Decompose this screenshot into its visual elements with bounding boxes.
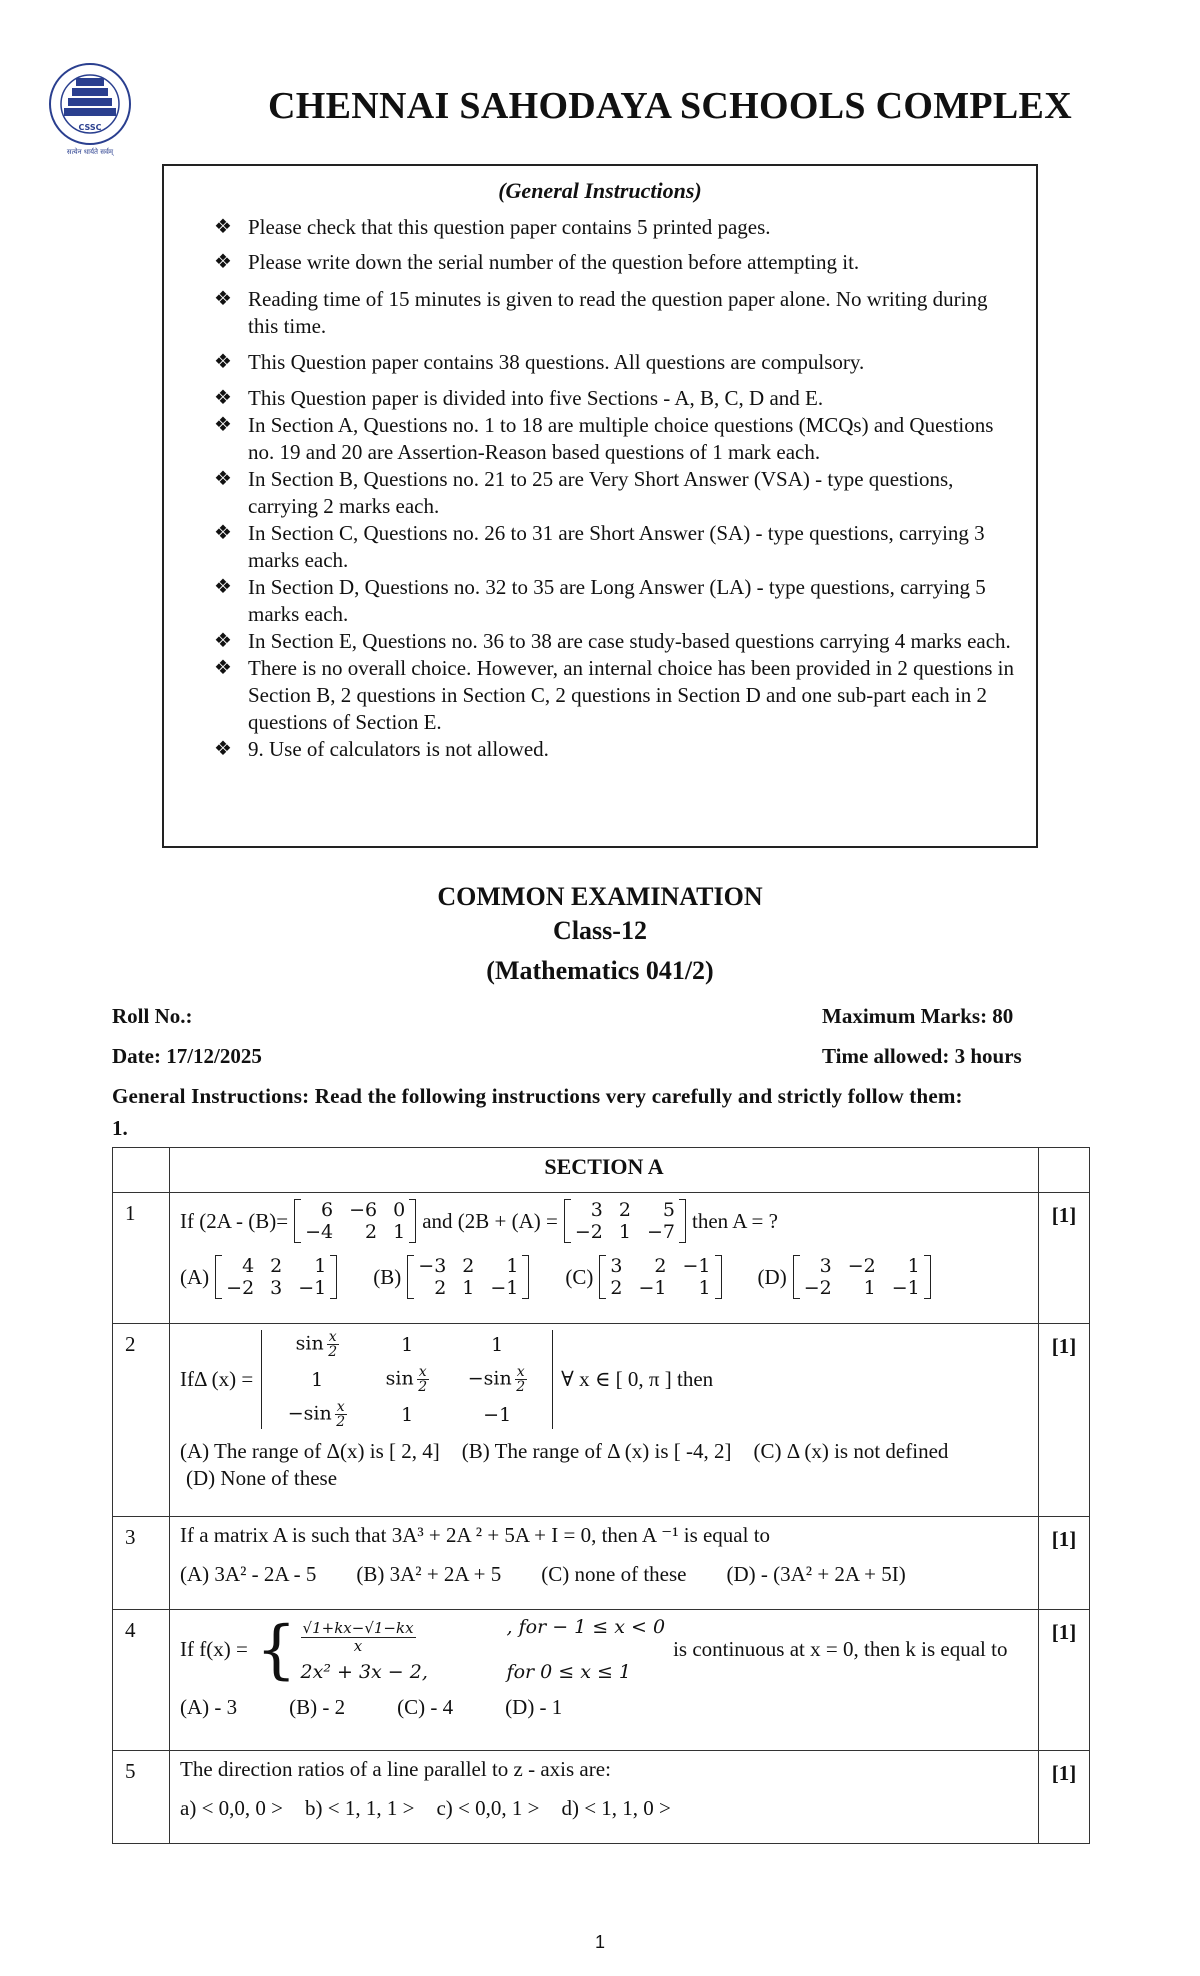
diamond-bullet-icon: ❖ — [214, 216, 232, 238]
diamond-bullet-icon: ❖ — [214, 251, 232, 273]
piecewise-function: { $\frac{√1+kx-√1-kx}{x}$ , for − 1 ≤ x < 0 2x² + 3x − 2, for 0 ≤ x ≤ 1 — [255, 1612, 666, 1687]
page-title: CHENNAI SAHODAYA SCHOOLS COMPLEX — [268, 85, 1072, 127]
question-text: and (2B + (A) = — [422, 1208, 558, 1233]
question-row — [113, 1610, 1090, 1751]
answer-option-a[interactable]: (A) - 3 — [180, 1695, 238, 1719]
question-marks: [1] — [1039, 1324, 1090, 1517]
question-body — [170, 1324, 1039, 1517]
question-text: If (2A - (B)= — [180, 1208, 289, 1233]
answer-options — [180, 1562, 1028, 1587]
question-statement — [180, 1199, 1028, 1243]
instruction-item: ❖ In Section B, Questions no. 21 to 25 are Very Short Answer (VSA) - type questions, carrying 2 marks each. — [214, 467, 954, 518]
instruction-item: ❖ In Section D, Questions no. 32 to 35 are Long Answer (LA) - type questions, carrying 5 marks each. — [214, 575, 986, 626]
question-text: then A = ? — [692, 1208, 778, 1233]
diamond-bullet-icon: ❖ — [214, 414, 232, 436]
exam-name: COMMON EXAMINATION — [437, 882, 763, 911]
maximum-marks: Maximum Marks: 80 — [822, 1004, 1014, 1028]
answer-option-c[interactable]: c) < 0,0, 1 > — [436, 1796, 540, 1820]
question-text: The direction ratios of a line parallel to z - axis are: — [180, 1757, 611, 1781]
question-marks: [1] — [1039, 1751, 1090, 1844]
exam-class: Class-12 — [553, 916, 647, 945]
exam-date: Date: 17/12/2025 — [112, 1044, 262, 1068]
question-body — [170, 1610, 1039, 1751]
question-number: 5 — [113, 1751, 170, 1844]
instruction-item: ❖ Please check that this question paper contains 5 printed pages. — [214, 215, 771, 239]
question-body — [170, 1751, 1039, 1844]
diamond-bullet-icon: ❖ — [214, 576, 232, 598]
diamond-bullet-icon: ❖ — [214, 288, 232, 310]
answer-options — [180, 1796, 1028, 1821]
question-row — [113, 1517, 1090, 1610]
question-body — [170, 1517, 1039, 1610]
left-brace: { — [255, 1612, 297, 1687]
question-text: ∀ x ∈ [ 0, π ] then — [561, 1367, 714, 1391]
question-number: 1 — [113, 1193, 170, 1324]
diamond-bullet-icon: ❖ — [214, 630, 232, 652]
question-row — [113, 1751, 1090, 1844]
instructions-title: (General Instructions) — [498, 178, 702, 203]
instruction-item: ❖ In Section C, Questions no. 26 to 31 are Short Answer (SA) - type questions, carrying 3 marks each. — [214, 521, 985, 572]
exam-subject: (Mathematics 041/2) — [486, 956, 714, 985]
answer-option-c[interactable]: (C) Δ (x) is not defined — [753, 1439, 949, 1463]
answer-option-a[interactable]: (A) 4 2 1 −2 3 −1 — [180, 1255, 343, 1299]
answer-option-c[interactable]: (C) - 4 — [397, 1695, 454, 1719]
exam-instructions: General Instructions: Read the following instructions very carefully and strictly follow them: — [112, 1084, 963, 1108]
empty-cell — [1039, 1148, 1090, 1193]
diamond-bullet-icon: ❖ — [214, 351, 232, 373]
answer-option-b[interactable]: b) < 1, 1, 1 > — [305, 1796, 415, 1820]
diamond-bullet-icon: ❖ — [214, 468, 232, 490]
school-logo — [40, 58, 140, 158]
answer-option-d[interactable]: (D) 3 −2 1 −2 1 −1 — [758, 1255, 937, 1299]
answer-options — [180, 1695, 1028, 1720]
answer-option-d[interactable]: (D) None of these — [186, 1466, 338, 1490]
question-text: If a matrix A is such that 3A³ + 2A ² + 5A + I = 0, then A ⁻¹ is equal to — [180, 1523, 771, 1547]
general-instructions-box — [162, 164, 1038, 848]
instruction-item: ❖ Reading time of 15 minutes is given to read the question paper alone. No writing during this time. — [214, 287, 988, 338]
matrix: 3 2 5 −2 1 −7 — [564, 1199, 686, 1243]
instruction-item: ❖ This Question paper contains 38 questions. All questions are compulsory. — [214, 350, 865, 374]
question-text: is continuous at x = 0, then k is equal to — [673, 1637, 1008, 1661]
determinant: sin $\frac{x}{2}$ 1 1 1 sin $\frac{x}{2}$ −sin $\frac{x}{2}$ −sin $\frac{x}{2}$ 1 −1 — [261, 1330, 553, 1429]
question-row — [113, 1324, 1090, 1517]
exam-header — [0, 880, 1200, 988]
question-marks: [1] — [1039, 1517, 1090, 1610]
diamond-bullet-icon: ❖ — [214, 657, 232, 679]
instruction-item: ❖ Please write down the serial number of the question before attempting it. — [214, 250, 860, 274]
answer-option-d[interactable]: d) < 1, 1, 0 > — [561, 1796, 671, 1820]
diamond-bullet-icon: ❖ — [214, 738, 232, 760]
matrix: 6 −6 0 −4 2 1 — [294, 1199, 416, 1243]
question-number: 4 — [113, 1610, 170, 1751]
answer-option-a[interactable]: (A) The range of Δ(x) is [ 2, 4] — [180, 1439, 440, 1463]
diamond-bullet-icon: ❖ — [214, 387, 232, 409]
instruction-point: 1. — [112, 1116, 128, 1140]
answer-option-b[interactable]: (B) The range of Δ (x) is [ -4, 2] — [461, 1439, 732, 1463]
question-statement — [180, 1330, 1028, 1429]
question-number: 3 — [113, 1517, 170, 1610]
instructions-list — [214, 214, 1014, 763]
time-allowed: Time allowed: 3 hours — [822, 1044, 1022, 1068]
answer-option-d[interactable]: (D) - (3A² + 2A + 5I) — [726, 1562, 906, 1586]
logo-motto: सत्येन धार्यते सर्वम् — [66, 148, 114, 156]
diamond-bullet-icon: ❖ — [214, 522, 232, 544]
section-header-row — [113, 1148, 1090, 1193]
instruction-item: ❖ This Question paper is divided into five Sections - A, B, C, D and E. — [214, 386, 824, 410]
logo-abbr: CSSC — [78, 123, 102, 132]
instruction-item: ❖ 9. Use of calculators is not allowed. — [214, 737, 549, 761]
question-body — [170, 1193, 1039, 1324]
question-statement — [180, 1612, 1028, 1687]
question-marks: [1] — [1039, 1193, 1090, 1324]
answer-option-c[interactable]: (C) none of these — [541, 1562, 687, 1586]
answer-options — [180, 1439, 1028, 1464]
answer-option-c[interactable]: (C) 3 2 −1 2 −1 1 — [565, 1255, 727, 1299]
answer-option-b[interactable]: (B) 3A² + 2A + 5 — [356, 1562, 502, 1586]
answer-option-a[interactable]: a) < 0,0, 0 > — [180, 1796, 284, 1820]
question-row — [113, 1193, 1090, 1324]
question-marks: [1] — [1039, 1610, 1090, 1751]
question-text: If f(x) = — [180, 1637, 248, 1661]
instruction-item: ❖ In Section A, Questions no. 1 to 18 are multiple choice questions (MCQs) and Questions no. 19 and 20 are Assertion-Reason based questions of 1 mark each. — [214, 413, 994, 464]
answer-option-b[interactable]: (B) - 2 — [289, 1695, 346, 1719]
page-number: 1 — [594, 1932, 605, 1952]
answer-options — [180, 1255, 1028, 1299]
question-text: IfΔ (x) = — [180, 1367, 254, 1391]
instruction-item: ❖ There is no overall choice. However, an internal choice has been provided in 2 questions in Section B, 2 questions in Section C, 2 questions in Section D and one sub-part each in 2 questions of Section E. — [214, 656, 1014, 734]
answer-option-b[interactable]: (B) −3 2 1 2 1 −1 — [373, 1255, 535, 1299]
instruction-item: ❖ In Section E, Questions no. 36 to 38 are case study-based questions carrying 4 marks each. — [214, 629, 1011, 653]
empty-cell — [113, 1148, 170, 1193]
answer-option-d[interactable]: (D) - 1 — [505, 1695, 563, 1719]
section-title: SECTION A — [170, 1148, 1039, 1193]
answer-option-a[interactable]: (A) 3A² - 2A - 5 — [180, 1562, 317, 1586]
question-number: 2 — [113, 1324, 170, 1517]
questions-table — [112, 1147, 1090, 1844]
roll-number-label: Roll No.: — [112, 1004, 193, 1028]
